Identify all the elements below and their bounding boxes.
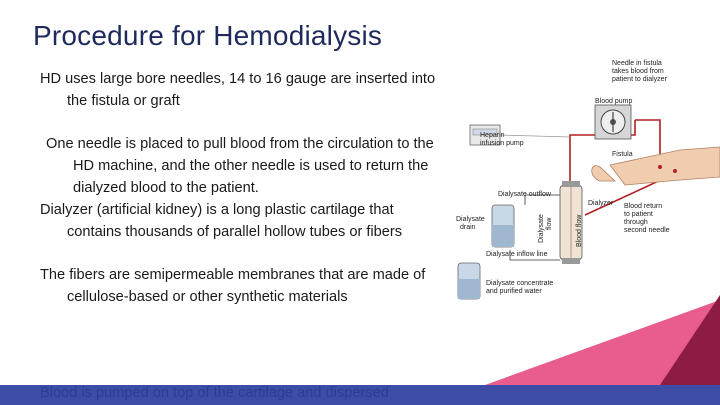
label-heparin-1: Heparin bbox=[480, 132, 505, 139]
slide-body bbox=[40, 68, 440, 308]
label-dialysate-flow-2: flow bbox=[546, 217, 553, 230]
label-dialysate-outflow: Dialysate outflow bbox=[498, 191, 551, 198]
dialysate-concentrate-tank bbox=[458, 263, 480, 299]
label-drain-1: Dialysate bbox=[456, 216, 485, 223]
label-heparin-2: infusion pump bbox=[480, 140, 524, 147]
paragraph-needles: HD uses large bore needles, 14 to 16 gauge are inserted into the fistula or graft bbox=[40, 71, 436, 109]
label-fistula: Fistula bbox=[612, 151, 633, 158]
patient-arm bbox=[592, 147, 720, 185]
slide-title: Procedure for Hemodialysis bbox=[33, 20, 383, 51]
label-concentrate-1: Dialysate concentrate bbox=[486, 280, 554, 287]
label-return-4: second needle bbox=[624, 227, 670, 234]
label-return-1: Blood return bbox=[624, 203, 663, 210]
label-needle-fistula-3: patient to dialyzer bbox=[612, 76, 667, 83]
label-needle-fistula-2: takes blood from bbox=[612, 68, 664, 75]
label-dialyzer: Dialyzer bbox=[588, 200, 614, 207]
label-blood-pump: Blood pump bbox=[595, 98, 633, 105]
hemodialysis-diagram bbox=[450, 55, 720, 305]
paragraph-needle-placement: One needle is placed to pull blood from the circulation to the HD machine, and the other needle is used to return the dialyzed blood to the patient. bbox=[46, 136, 434, 196]
label-needle-fistula-1: Needle in fistula bbox=[612, 60, 662, 67]
paragraph-dialyzer: Dialyzer (artificial kidney) is a long plastic cartilage that contains thousands of parallel hollow tubes or fibers bbox=[40, 202, 403, 240]
label-dialysate-inflow: Dialysate inflow line bbox=[486, 251, 548, 258]
label-return-3: through bbox=[624, 219, 648, 226]
label-drain-2: drain bbox=[460, 224, 476, 231]
label-blood-flow: Blood flow bbox=[576, 214, 583, 247]
label-dialysate-flow-1: Dialysate bbox=[538, 214, 545, 243]
label-return-2: to patient bbox=[624, 211, 653, 218]
dialysate-drain-tank bbox=[492, 205, 514, 247]
paragraph-fibers: The fibers are semipermeable membranes that are made of cellulose-based or other synthetic materials bbox=[40, 267, 426, 305]
label-concentrate-2: and purified water bbox=[486, 288, 542, 295]
bottom-accent-bar bbox=[0, 385, 720, 405]
